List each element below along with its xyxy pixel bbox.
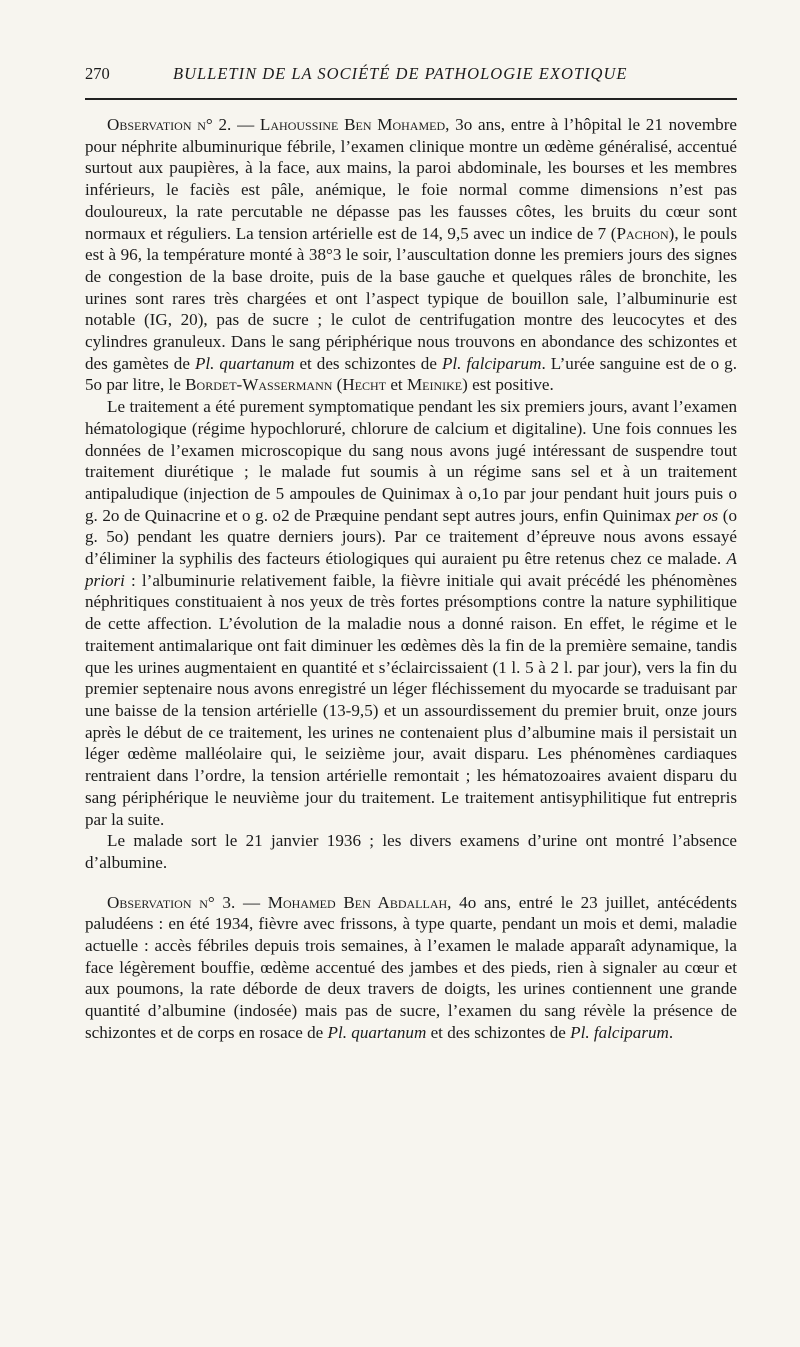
- observation-label: Observation n° 3.: [107, 892, 236, 912]
- discharge-paragraph: Le malade sort le 21 janvier 1936 ; les divers examens d’urine ont montré l’absence d’albumine.: [85, 831, 737, 872]
- patient-name: Mohamed Ben Abdallah: [267, 892, 448, 912]
- observation-label: Observation n° 2.: [107, 115, 232, 134]
- latin-term: per os: [675, 505, 719, 525]
- species-name: Pl. quartanum: [327, 1022, 427, 1042]
- running-title: BULLETIN DE LA SOCIÉTÉ DE PATHOLOGIE EXOTIQUE: [173, 64, 628, 83]
- observation-3-paragraph: Observation n° 3. — Mohamed Ben Abdallah, 4o ans, entré le 23 juillet, antécédents paludéens : en été 1934, fièvre avec frissons, à type quarte, pendant un mois et demi, maladie actuelle : accès fébriles depuis trois semaines, à l’examen le malade apparaît adynamique, la face légèrement bouffie, œdème accentué des jambes et des pieds, rien à signaler au cœur et aux poumons, la rate déborde de deux travers de doigts, les urines contiennent une grande quantité d’albumine (indosée) mais pas de sucre, l’examen du sang révèle la présence de schizontes et de corps en rosace de Pl. quartanum et des schizontes de Pl. falciparum.: [85, 892, 737, 1042]
- author-name: Meinike: [406, 375, 463, 395]
- page-number: 270: [85, 64, 110, 83]
- test-name: Bordet-Wassermann: [185, 375, 333, 395]
- species-name: Pl. falciparum: [441, 353, 542, 373]
- species-name: Pl. falciparum: [570, 1022, 669, 1042]
- author-name: Hecht: [342, 375, 387, 395]
- latin-term: A priori: [85, 549, 737, 590]
- author-name: Pachon: [616, 223, 669, 243]
- treatment-paragraph: Le traitement a été purement symptomatique pendant les six premiers jours, avant l’examen hématologique (régime hypochloruré, chlorure de calcium et digitaline). Une fois connues les données de l’examen microscopique du sang nous avons jugé intéressant de suspendre tout traitement diurétique ; le malade fut soumis à un régime sans sel et à un traitement antipaludique (injection de 5 ampoules de Quinimax à o,1o par jour pendant huit jours puis o g. 2o de Quinacrine et o g. o2 de Præquine pendant sept autres jours, enfin Quinimax per os (o g. 5o) pendant les quatre derniers jours). Par ce traitement d’épreuve nous avons essayé d’éliminer la syphilis des facteurs étiologiques qui auraient pu être retenus chez ce malade. A priori : l’albuminurie relativement faible, la fièvre initiale qui avait précédé les phénomènes néphritiques constituaient à nos yeux de très fortes présomptions contre la nature syphilitique de cette affection. L’évolution de la maladie nous a donné raison. En effet, le régime et le traitement antimalarique ont fait diminuer les œdèmes dès la fin de la première semaine, tandis que les urines augmentaient en quantité et s’éclaircissaient (1 l. 5 à 2 l. par jour), vers la fin du premier septenaire nous avons enregistré un léger fléchissement du myocarde se traduisant par une baisse de la tension artérielle (13-9,5) et un assourdissement du premier bruit, onze jours après le début de ce traitement, les urines ne contenaient plus d’albumine mais il persistait un léger œdème malléolaire qui, le seizième jour, avait disparu. Les phénomènes cardiaques rentraient dans l’ordre, la tension artérielle remontait ; les hématozoaires avaient disparu du sang périphérique le neuvième jour du traitement. Le traitement antisyphilitique fut entrepris par la suite.: [85, 397, 738, 829]
- species-name: Pl. quartanum: [194, 353, 295, 373]
- patient-name: Lahoussine Ben Mohamed: [259, 115, 446, 134]
- header-rule: [85, 98, 737, 100]
- page-body: [85, 114, 737, 1044]
- observation-2-paragraph: Observation n° 2. — Lahoussine Ben Mohamed, 3o ans, entre à l’hôpital le 21 novembre pour néphrite albuminurique fébrile, l’examen clinique montre un œdème généralisé, accentué surtout aux paupières, à la face, aux mains, la paroi abdominale, les bourses et les membres inférieurs, le faciès est pâle, anémique, le foie normal comme dimensions n’est pas douloureux, la rate percutable ne dépasse pas les fausses côtes, les bruits du cœur sont normaux et réguliers. La tension artérielle est de 14, 9,5 avec un indice de 7 (Pachon), le pouls est à 96, la température monté à 38°3 le soir, l’auscultation donne les premiers jours des signes de congestion de la base droite, puis de la base gauche et quelques râles de bronchite, les urines sont rares très chargées et ont l’aspect typique de bouillon sale, l’albuminurie est notable (IG, 20), pas de sucre ; le culot de centrifugation montre des leucocytes et des cylindres granuleux. Dans le sang périphérique nous trouvons en abondance des schizontes et des gamètes de Pl. quartanum et des schizontes de Pl. falciparum. L’urée sanguine est de o g. 5o par litre, le Bordet-Wassermann (Hecht et Meinike) est positive.: [85, 115, 737, 395]
